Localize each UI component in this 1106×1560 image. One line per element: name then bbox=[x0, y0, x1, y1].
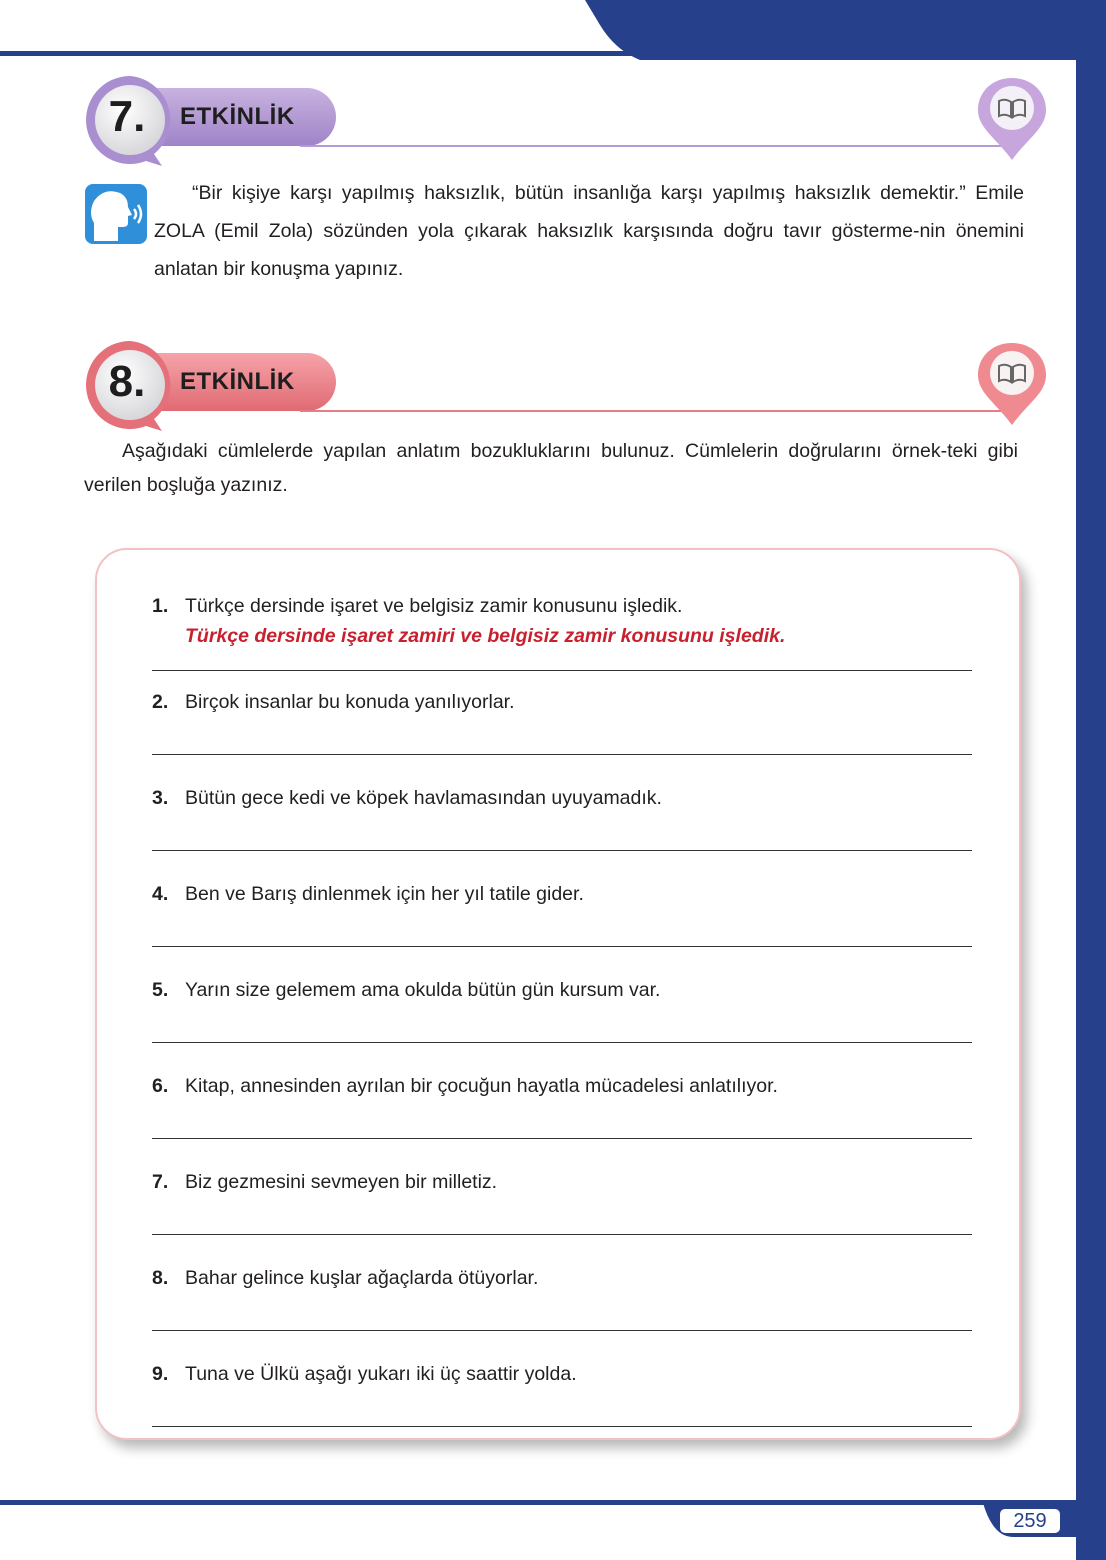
item-number: 7. bbox=[152, 1171, 169, 1193]
item-number: 4. bbox=[152, 883, 169, 905]
answer-line[interactable] bbox=[152, 754, 972, 755]
answer-line[interactable] bbox=[152, 946, 972, 947]
item-number: 6. bbox=[152, 1075, 169, 1097]
worksheet-item bbox=[152, 688, 972, 784]
item-number: 8. bbox=[152, 1267, 169, 1289]
activity-7-header bbox=[0, 74, 1076, 174]
speaking-icon bbox=[84, 183, 148, 245]
item-sentence: Bütün gece kedi ve köpek havlamasından uyuyamadık. bbox=[185, 787, 662, 809]
activity-number: 7. bbox=[108, 92, 146, 141]
worksheet-item bbox=[152, 1360, 972, 1456]
item-number: 9. bbox=[152, 1363, 169, 1385]
page-number: 259 bbox=[1013, 1510, 1047, 1532]
item-sentence: Bahar gelince kuşlar ağaçlarda ötüyorlar. bbox=[185, 1267, 539, 1289]
item-sentence: Tuna ve Ülkü aşağı yukarı iki üç saattir yolda. bbox=[185, 1363, 577, 1385]
item-answer: Türkçe dersinde işaret zamiri ve belgisiz zamir konusunu işledik. bbox=[185, 625, 786, 647]
worksheet-item bbox=[152, 784, 972, 880]
item-number: 2. bbox=[152, 691, 169, 713]
worksheet-item bbox=[152, 1072, 972, 1168]
answer-line[interactable] bbox=[152, 850, 972, 851]
answer-line[interactable] bbox=[152, 1330, 972, 1331]
activity-8-header bbox=[0, 339, 1076, 439]
item-sentence: Birçok insanlar bu konuda yanılıyorlar. bbox=[185, 691, 515, 713]
activity-7-paragraph: “Bir kişiye karşı yapılmış haksızlık, bütün insanlığa karşı yapılmış haksızlık demektir.” Emile ZOLA (Emil Zola) sözünden yola çıkarak haksızlık karşısında doğru tavır gösterme-nin önemini anlatan bir konuşma yapınız. bbox=[154, 182, 1024, 280]
activity-number: 8. bbox=[108, 357, 146, 406]
answer-line[interactable] bbox=[152, 1426, 972, 1427]
right-page-bar bbox=[1076, 0, 1106, 1560]
worksheet-item bbox=[152, 976, 972, 1072]
answer-line[interactable] bbox=[152, 670, 972, 671]
worksheet-item bbox=[152, 592, 972, 688]
item-number: 3. bbox=[152, 787, 169, 809]
worksheet-item bbox=[152, 1168, 972, 1264]
answer-line[interactable] bbox=[152, 1138, 972, 1139]
item-sentence: Kitap, annesinden ayrılan bir çocuğun hayatla mücadelesi anlatılıyor. bbox=[185, 1075, 778, 1097]
item-sentence: Türkçe dersinde işaret ve belgisiz zamir konusunu işledik. bbox=[185, 595, 683, 617]
top-rule bbox=[0, 51, 640, 56]
activity-7-text bbox=[154, 174, 1024, 288]
activity-rule bbox=[300, 410, 1014, 412]
worksheet-item bbox=[152, 1264, 972, 1360]
activity-label: ETKİNLİK bbox=[180, 368, 295, 395]
activity-rule bbox=[300, 145, 1014, 147]
book-pin-icon bbox=[974, 74, 1050, 164]
item-sentence: Ben ve Barış dinlenmek için her yıl tatile gider. bbox=[185, 883, 584, 905]
answer-line[interactable] bbox=[152, 1234, 972, 1235]
bottom-rule bbox=[0, 1500, 1076, 1505]
item-number: 1. bbox=[152, 595, 169, 617]
worksheet-item bbox=[152, 880, 972, 976]
activity-8-paragraph: Aşağıdaki cümlelerde yapılan anlatım bozukluklarını bulunuz. Cümlelerin doğrularını örnek-teki gibi verilen boşluğa yazınız. bbox=[84, 440, 1018, 496]
answer-line[interactable] bbox=[152, 1042, 972, 1043]
activity-label: ETKİNLİK bbox=[180, 103, 295, 130]
item-number: 5. bbox=[152, 979, 169, 1001]
item-sentence: Yarın size gelemem ama okulda bütün gün kursum var. bbox=[185, 979, 661, 1001]
item-sentence: Biz gezmesini sevmeyen bir milletiz. bbox=[185, 1171, 498, 1193]
book-pin-icon bbox=[974, 339, 1050, 429]
activity-8-instructions bbox=[84, 434, 1018, 502]
